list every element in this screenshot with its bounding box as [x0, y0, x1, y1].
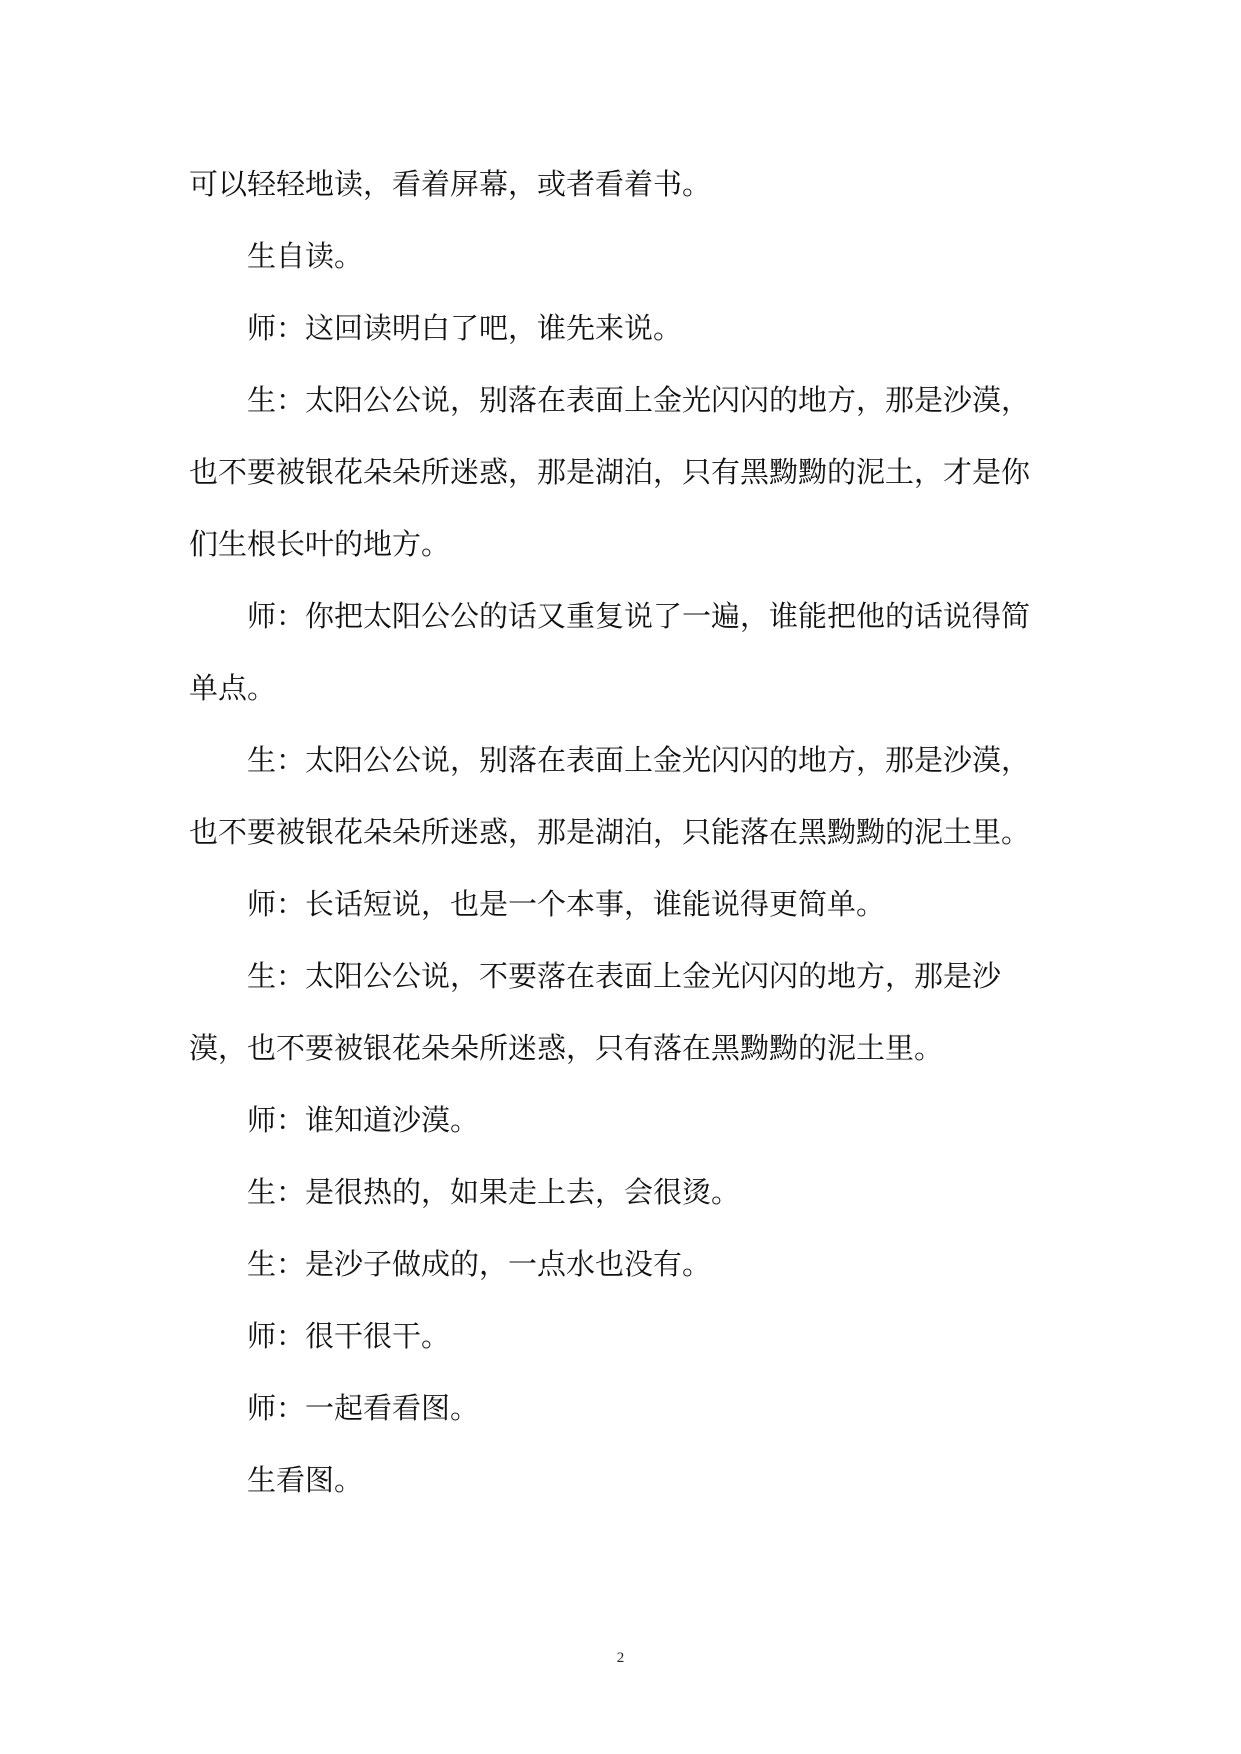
paragraph: 生：是很热的，如果走上去，会很烫。	[247, 1175, 741, 1209]
paragraph: 师：这回读明白了吧，谁先来说。	[247, 311, 683, 345]
paragraph: 师：很干很干。	[247, 1319, 451, 1353]
paragraph: 师：长话短说，也是一个本事，谁能说得更简单。	[247, 887, 886, 921]
document-body	[189, 148, 1057, 1516]
paragraph: 师：一起看看图。	[247, 1391, 480, 1425]
paragraph: 可以轻轻地读，看着屏幕，或者看着书。	[189, 167, 712, 201]
paragraph: 生：太阳公公说，不要落在表面上金光闪闪的地方，那是沙漠，也不要被银花朵朵所迷惑，只有落在黑黝黝的泥土里。	[189, 959, 1002, 1065]
page-number: 2	[616, 1650, 625, 1666]
paragraph: 生：太阳公公说，别落在表面上金光闪闪的地方，那是沙漠，也不要被银花朵朵所迷惑，那是湖泊，只有黑黝黝的泥土，才是你们生根长叶的地方。	[189, 383, 1031, 561]
paragraph: 师：谁知道沙漠。	[247, 1103, 480, 1137]
paragraph: 生自读。	[247, 239, 364, 273]
paragraph: 生看图。	[247, 1463, 364, 1497]
paragraph: 生：太阳公公说，别落在表面上金光闪闪的地方，那是沙漠，也不要被银花朵朵所迷惑，那是湖泊，只能落在黑黝黝的泥土里。	[189, 743, 1031, 849]
paragraph: 生：是沙子做成的，一点水也没有。	[247, 1247, 712, 1281]
paragraph: 师：你把太阳公公的话又重复说了一遍，谁能把他的话说得简单点。	[189, 599, 1031, 705]
